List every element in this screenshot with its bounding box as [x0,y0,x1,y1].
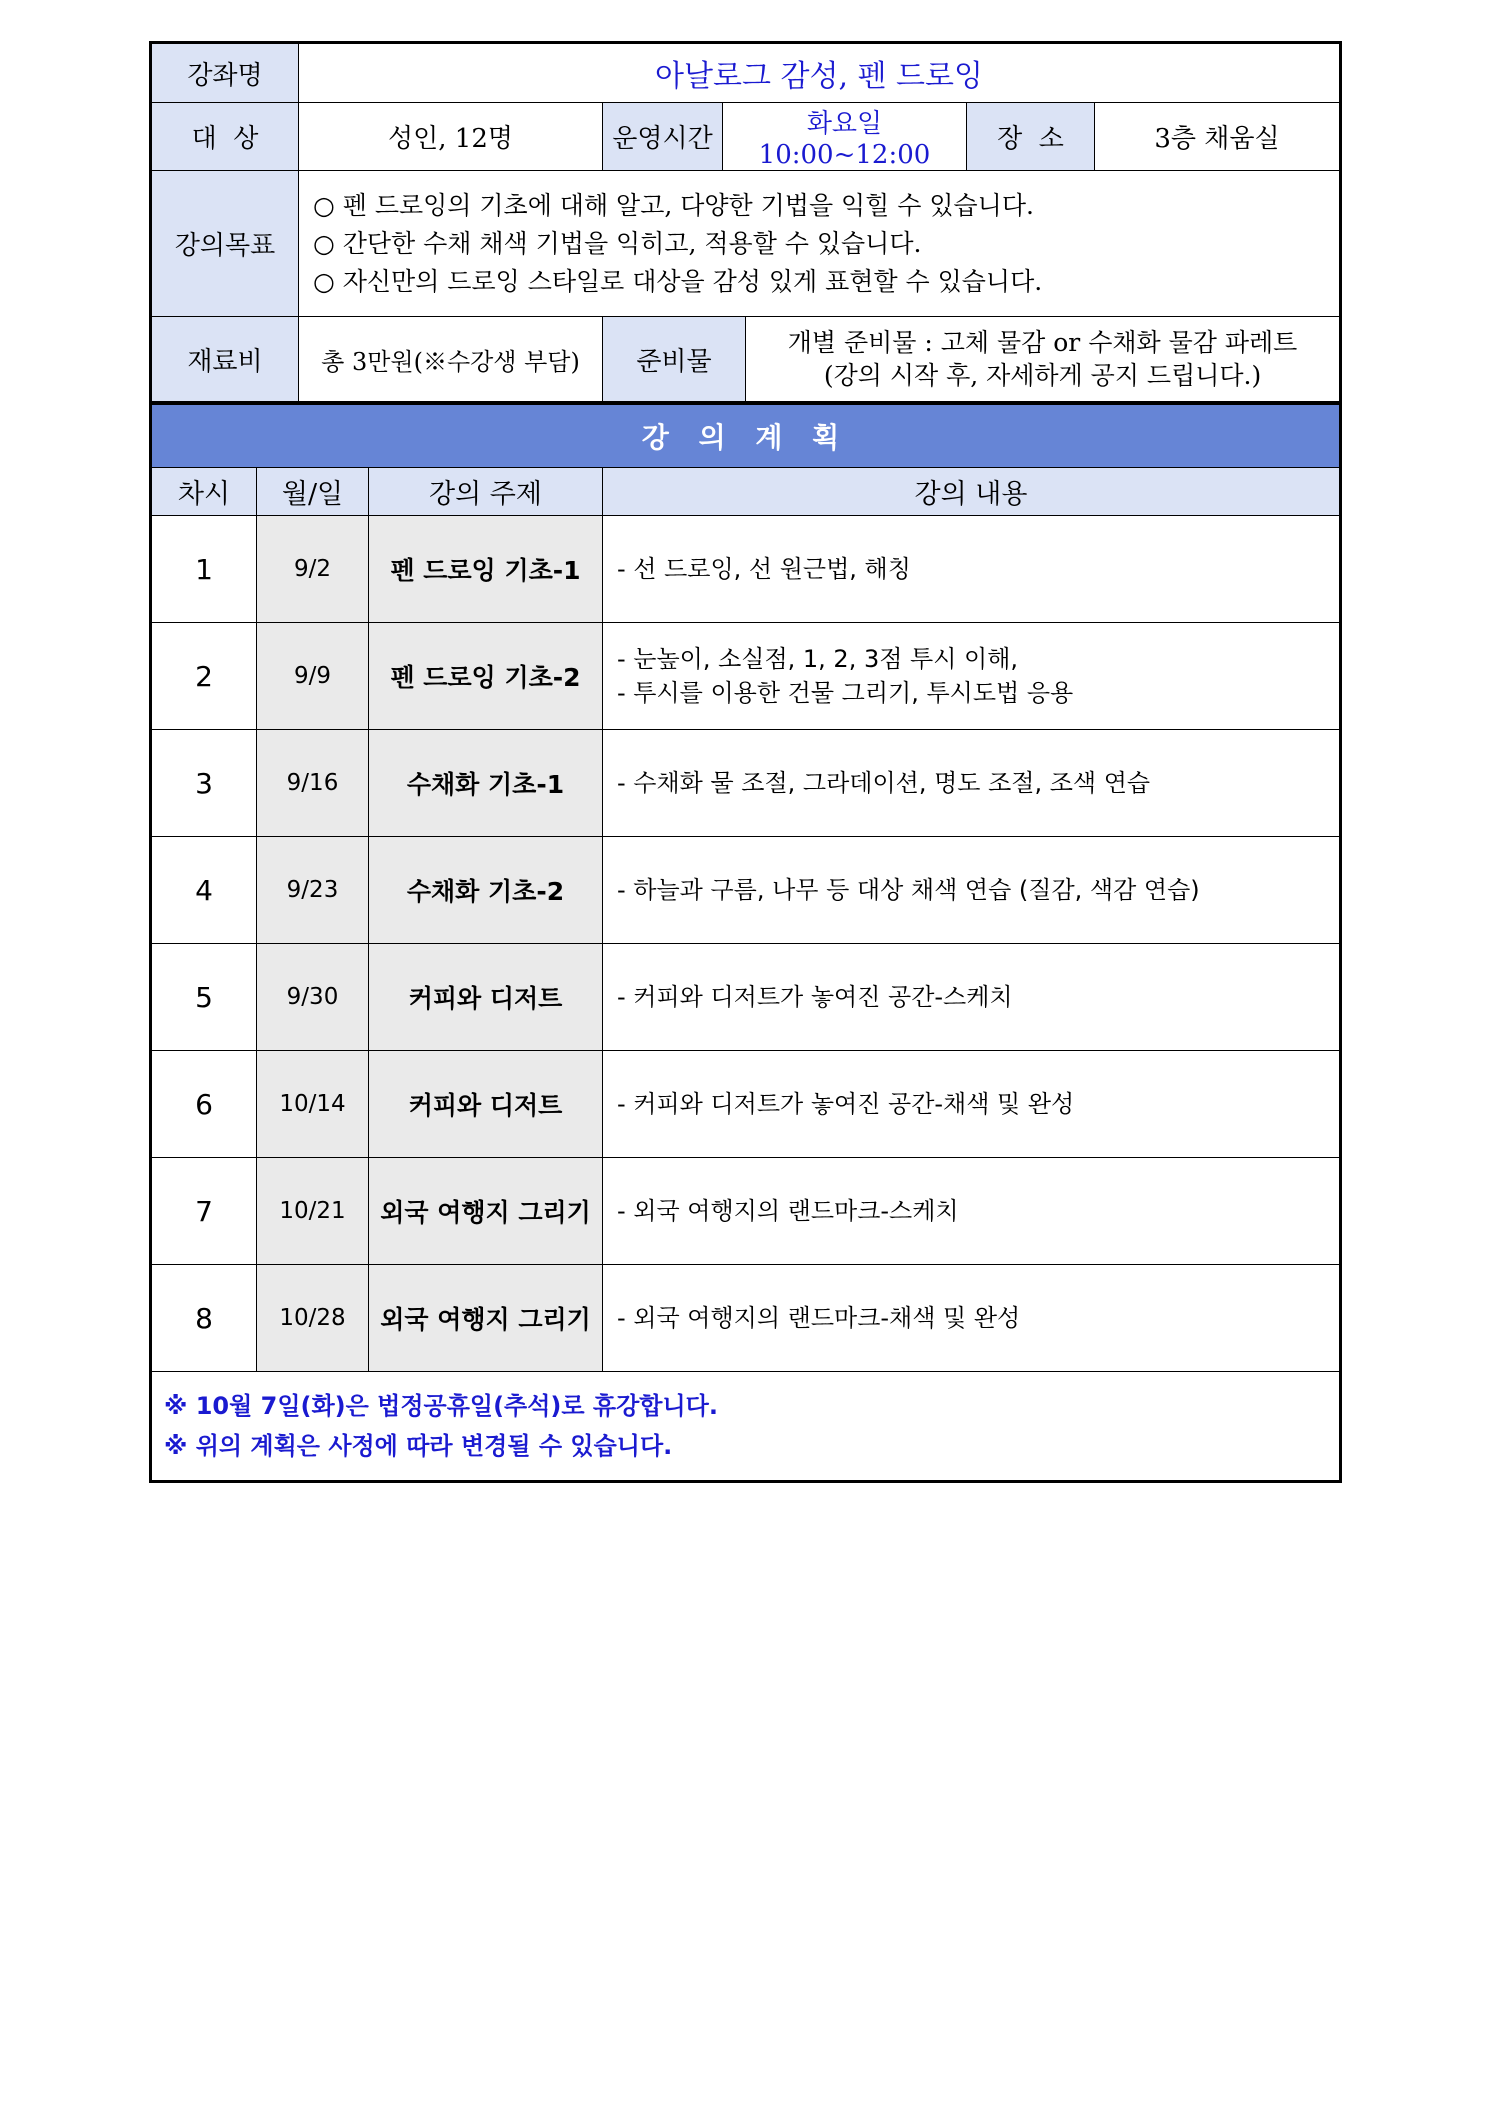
session-topic: 펜 드로잉 기초-2 [369,623,603,730]
session-number: 5 [151,944,257,1051]
session-topic: 수채화 기초-2 [369,837,603,944]
goals-label: 강의목표 [151,171,299,317]
content-line: - 눈높이, 소실점, 1, 2, 3점 투시 이해, [617,645,1019,673]
session-topic: 수채화 기초-1 [369,730,603,837]
course-document [149,41,1339,1483]
place-label: 장 소 [967,103,1095,171]
section-title: 강 의 계 획 [151,405,1341,468]
content-line: - 커피와 디저트가 놓여진 공간-스케치 [617,983,1013,1011]
content-line: - 커피와 디저트가 놓여진 공간-채색 및 완성 [617,1090,1075,1118]
place-value: 3층 채움실 [1095,103,1341,171]
prep-label: 준비물 [603,317,746,403]
session-date: 10/14 [257,1051,369,1158]
session-number: 3 [151,730,257,837]
session-date: 10/28 [257,1265,369,1372]
session-content [603,1265,1341,1372]
session-topic: 커피와 디저트 [369,1051,603,1158]
lecture-plan-table [149,404,1342,1483]
prep-line: 개별 준비물 : 고체 물감 or 수채화 물감 파레트 [787,328,1298,357]
course-info-table [149,41,1342,404]
time-value: 화요일 10:00~12:00 [723,103,967,171]
session-content [603,1158,1341,1265]
table-row [151,944,1341,1051]
session-number: 1 [151,516,257,623]
target-label: 대 상 [151,103,299,171]
content-line: - 외국 여행지의 랜드마크-스케치 [617,1197,959,1225]
table-row [151,730,1341,837]
fee-label: 재료비 [151,317,299,403]
note-holiday: ※ 10월 7일(화)은 법정공휴일(추석)로 휴강합니다. [164,1392,718,1420]
session-number: 4 [151,837,257,944]
prep-line: (강의 시작 후, 자세하게 공지 드립니다.) [823,361,1262,390]
course-name-label: 강좌명 [151,43,299,103]
session-date: 9/2 [257,516,369,623]
session-date: 9/30 [257,944,369,1051]
session-number: 8 [151,1265,257,1372]
table-row [151,1265,1341,1372]
session-content [603,944,1341,1051]
goal-item: ○ 자신만의 드로잉 스타일로 대상을 감성 있게 표현할 수 있습니다. [313,266,1043,296]
session-date: 9/16 [257,730,369,837]
time-label: 운영시간 [603,103,723,171]
session-topic: 외국 여행지 그리기 [369,1265,603,1372]
content-line: - 투시를 이용한 건물 그리기, 투시도법 응용 [617,679,1074,707]
goal-item: ○ 펜 드로잉의 기초에 대해 알고, 다양한 기법을 익힐 수 있습니다. [313,190,1034,220]
session-topic: 펜 드로잉 기초-1 [369,516,603,623]
table-row [151,1158,1341,1265]
course-title: 아날로그 감성, 펜 드로잉 [299,43,1341,103]
session-date: 10/21 [257,1158,369,1265]
session-number: 6 [151,1051,257,1158]
session-content [603,837,1341,944]
note-change: ※ 위의 계획은 사정에 따라 변경될 수 있습니다. [164,1432,673,1460]
content-line: - 외국 여행지의 랜드마크-채색 및 완성 [617,1304,1021,1332]
column-header: 강의 내용 [603,468,1341,516]
session-content [603,623,1341,730]
fee-value: 총 3만원(※수강생 부담) [299,317,603,403]
target-value: 성인, 12명 [299,103,603,171]
session-date: 9/9 [257,623,369,730]
column-header: 강의 주제 [369,468,603,516]
notes [151,1372,1341,1482]
table-row [151,837,1341,944]
table-row [151,623,1341,730]
session-topic: 커피와 디저트 [369,944,603,1051]
content-line: - 선 드로잉, 선 원근법, 해칭 [617,555,911,583]
session-date: 9/23 [257,837,369,944]
column-header: 월/일 [257,468,369,516]
session-number: 7 [151,1158,257,1265]
goal-item: ○ 간단한 수채 채색 기법을 익히고, 적용할 수 있습니다. [313,228,922,258]
session-number: 2 [151,623,257,730]
content-line: - 하늘과 구름, 나무 등 대상 채색 연습 (질감, 색감 연습) [617,876,1200,904]
session-content [603,730,1341,837]
goals-list [299,171,1341,317]
session-content [603,1051,1341,1158]
table-row [151,1051,1341,1158]
session-content [603,516,1341,623]
content-line: - 수채화 물 조절, 그라데이션, 명도 조절, 조색 연습 [617,769,1151,797]
table-row [151,516,1341,623]
prep-value [746,317,1341,403]
session-topic: 외국 여행지 그리기 [369,1158,603,1265]
column-header: 차시 [151,468,257,516]
